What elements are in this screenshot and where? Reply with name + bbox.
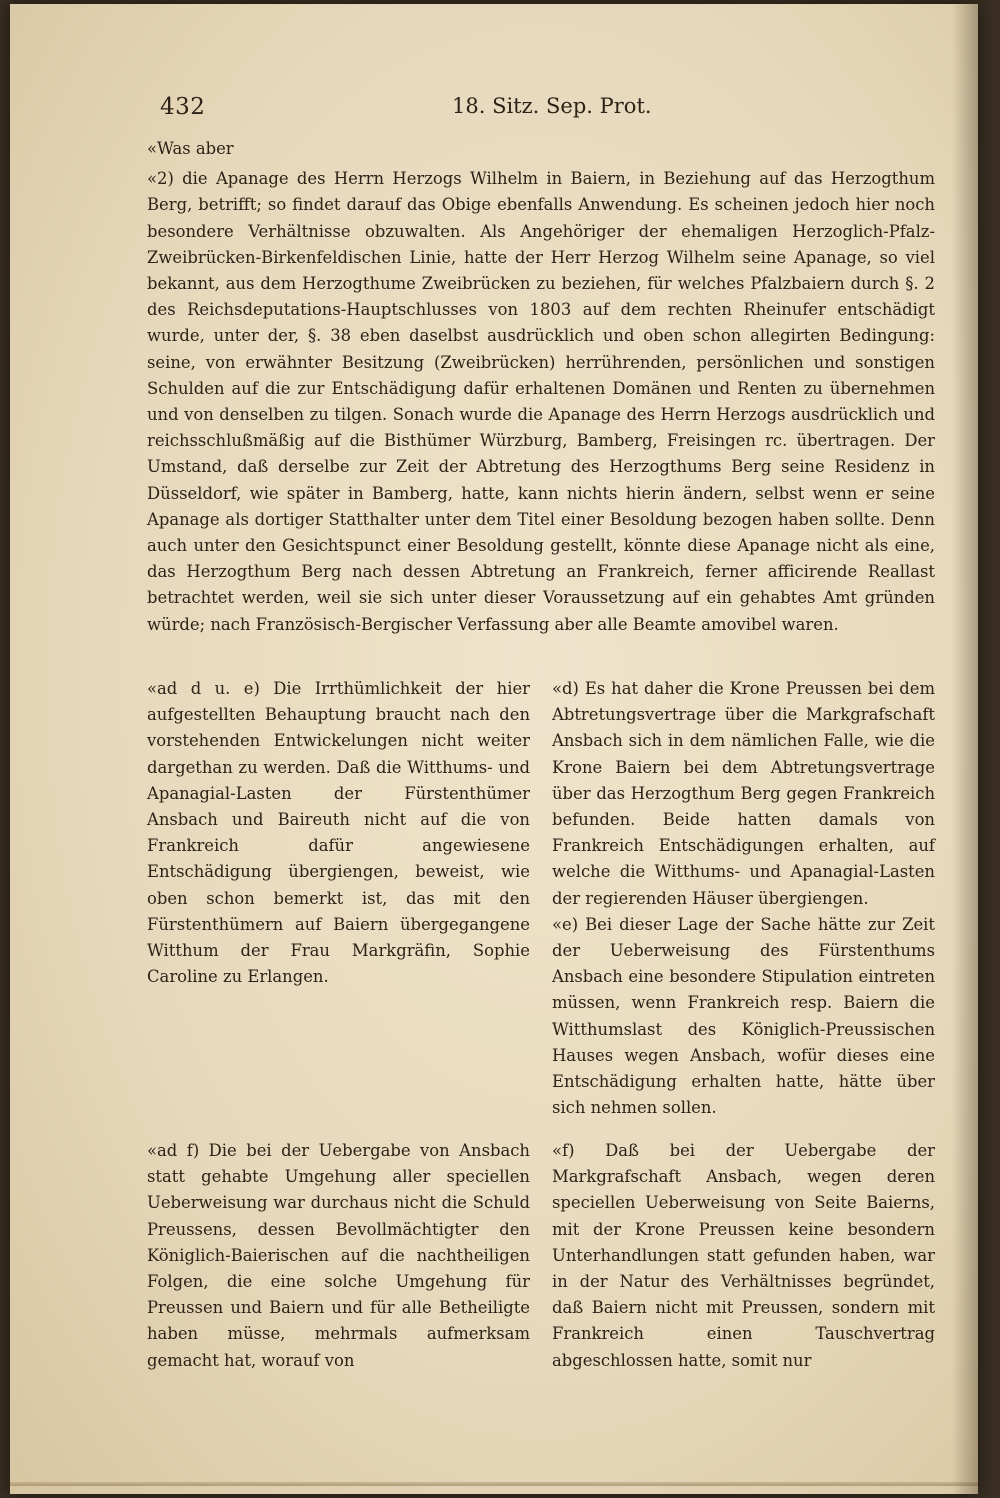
right-column-paragraph-f	[552, 1138, 935, 1374]
left-column-paragraph-de	[147, 676, 530, 990]
paragraph-f: «f) Daß bei der Uebergabe der Markgrafschaft Ansbach, wegen deren speciellen Ueberweisung von Seite Baierns, mit der Krone Preussen keine besondern Unterhandlungen statt gefunden haben, war in der Natur des Verhältnisses begründet, daß Baiern nicht mit Preussen, sondern mit Frankreich einen Tauschvertrag abgeschlossen hatte, somit nur	[552, 1141, 935, 1370]
paragraph-ad-d-e: «ad d u. e) Die Irrthümlichkeit der hier aufgestellten Behauptung braucht nach den vorstehenden Entwickelungen nicht weiter dargethan zu werden. Daß die Witthums- und Apanagial-Lasten der Fürstenthümer Ansbach und Baireuth nicht auf die von Frankreich dafür angewiesene Entschädigung übergiengen, beweist, wie oben schon bemerkt ist, das mit den Fürstenthümern auf Baiern übergegangene Witthum der Frau Markgräfin, Sophie Caroline zu Erlangen.	[147, 679, 530, 987]
page-edge	[10, 1482, 978, 1486]
book-page	[10, 4, 978, 1494]
intro-line: «Was aber	[147, 139, 234, 158]
top-section	[147, 136, 935, 638]
page-number: 432	[160, 94, 206, 120]
running-title: 18. Sitz. Sep. Prot.	[452, 94, 652, 118]
paragraph-d: «d) Es hat daher die Krone Preussen bei dem Abtretungsvertrage über die Markgrafschaft Ansbach sich in dem nämlichen Falle, wie die Krone Baiern bei dem Abtretungsvertrage über das Herzogthum Berg gegen Frankreich befunden. Beide hatten damals von Frankreich Entschädigungen erhalten, auf welche die Witthums- und Apanagial-Lasten der regierenden Häuser übergiengen.	[552, 679, 935, 908]
paragraph-ad-f: «ad f) Die bei der Uebergabe von Ansbach statt gehabte Umgehung aller speciellen Ueberweisung war durchaus nicht die Schuld Preussens, dessen Bevollmächtigter den Königlich-Baierischen auf die nachtheiligen Folgen, die eine solche Umgehung für Preussen und Baiern und für alle Betheiligte haben müsse, mehrmals aufmerksam gemacht hat, worauf von	[147, 1141, 530, 1370]
paragraph-e: «e) Bei dieser Lage der Sache hätte zur Zeit der Ueberweisung des Fürstenthums Ansbach eine besondere Stipulation eintreten müssen, wenn Frankreich resp. Baiern die Witthumslast des Königlich-Preussischen Hauses wegen Ansbach, wofür dieses eine Entschädigung erhalten hatte, hätte über sich nehmen sollen.	[552, 914, 935, 1118]
paragraph-2: «2) die Apanage des Herrn Herzogs Wilhelm in Baiern, in Beziehung auf das Herzogthum Berg, betrifft; so findet darauf das Obige ebenfalls Anwendung. Es scheinen jedoch hier noch besondere Verhältnisse obzuwalten. Als Angehöriger der ehemaligen Herzoglich-Pfalz-Zweibrücken-Birkenfeldischen Linie, hatte der Herr Herzog Wilhelm seine Apanage, so viel bekannt, aus dem Herzogthume Zweibrücken zu beziehen, für welches Pfalzbaiern durch §. 2 des Reichsdeputations-Hauptschlusses von 1803 auf dem rechten Rheinufer entschädigt wurde, unter der, §. 38 eben daselbst ausdrücklich und oben schon allegirten Bedingung: seine, von erwähnter Besitzung (Zweibrücken) herrührenden, persönlichen und sonstigen Schulden auf die zur Entschädigung dafür erhaltenen Domänen und Renten zu übernehmen und von denselben zu tilgen. Sonach wurde die Apanage des Herrn Herzogs ausdrücklich und reichsschlußmäßig auf die Bisthümer Würzburg, Bamberg, Freisingen rc. übertragen. Der Umstand, daß derselbe zur Zeit der Abtretung des Herzogthums Berg seine Residenz in Düsseldorf, wie später in Bamberg, hatte, kann nichts hierin ändern, selbst wenn er seine Apanage als dortiger Statthalter unter dem Titel einer Besoldung bezogen haben sollte. Denn auch unter den Gesichtspunct einer Besoldung gestellt, könnte diese Apanage nicht als eine, das Herzogthum Berg nach dessen Abtretung an Frankreich, ferner afficirende Reallast betrachtet werden, weil sie sich unter dieser Voraussetzung auf ein gehabtes Amt gründen würde; nach Französisch-Bergischer Verfassung aber alle Beamte amovibel waren.	[147, 169, 935, 634]
left-column-paragraph-f	[147, 1138, 530, 1374]
right-column-paragraphs-d-e	[552, 676, 935, 1121]
